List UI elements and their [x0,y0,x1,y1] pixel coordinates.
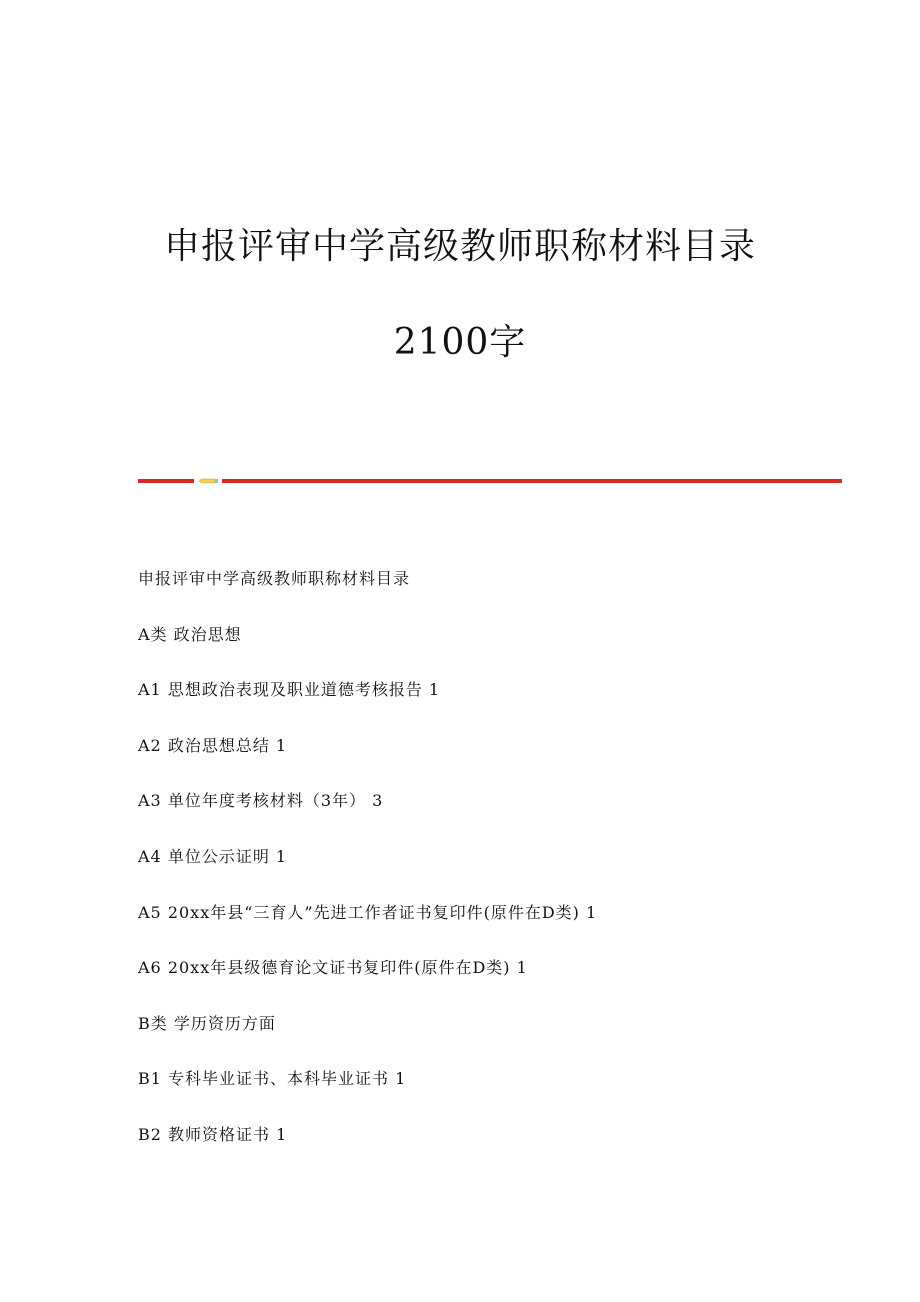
toc-heading: 申报评审中学高级教师职称材料目录 [138,569,411,588]
toc-item-b1: B1 专科毕业证书、本科毕业证书 1 [138,1069,407,1089]
toc-item-b2: B2 教师资格证书 1 [138,1124,288,1144]
toc-item-a3: A3 单位年度考核材料（3年） 3 [138,791,384,811]
toc-item-a5: A5 20xx年县“三育人”先进工作者证书复印件(原件在D类) 1 [138,902,598,922]
divider-bar-left [138,479,194,483]
toc-item-a4: A4 单位公示证明 1 [138,846,288,866]
title-divider [138,476,842,484]
toc-section-a: A类 政治思想 [138,624,242,644]
table-of-contents [138,566,858,1178]
toc-section-b: B类 学历资历方面 [138,1013,276,1033]
document-title: 申报评审中学高级教师职称材料目录 [163,226,756,267]
toc-item-a6: A6 20xx年县级德育论文证书复印件(原件在D类) 1 [138,958,528,978]
pencil-icon [198,478,218,484]
toc-item-a2: A2 政治思想总结 1 [138,735,288,755]
divider-bar-right [222,479,842,483]
document-subtitle: 2100字 [393,322,527,363]
toc-item-a1: A1 思想政治表现及职业道德考核报告 1 [138,680,441,700]
